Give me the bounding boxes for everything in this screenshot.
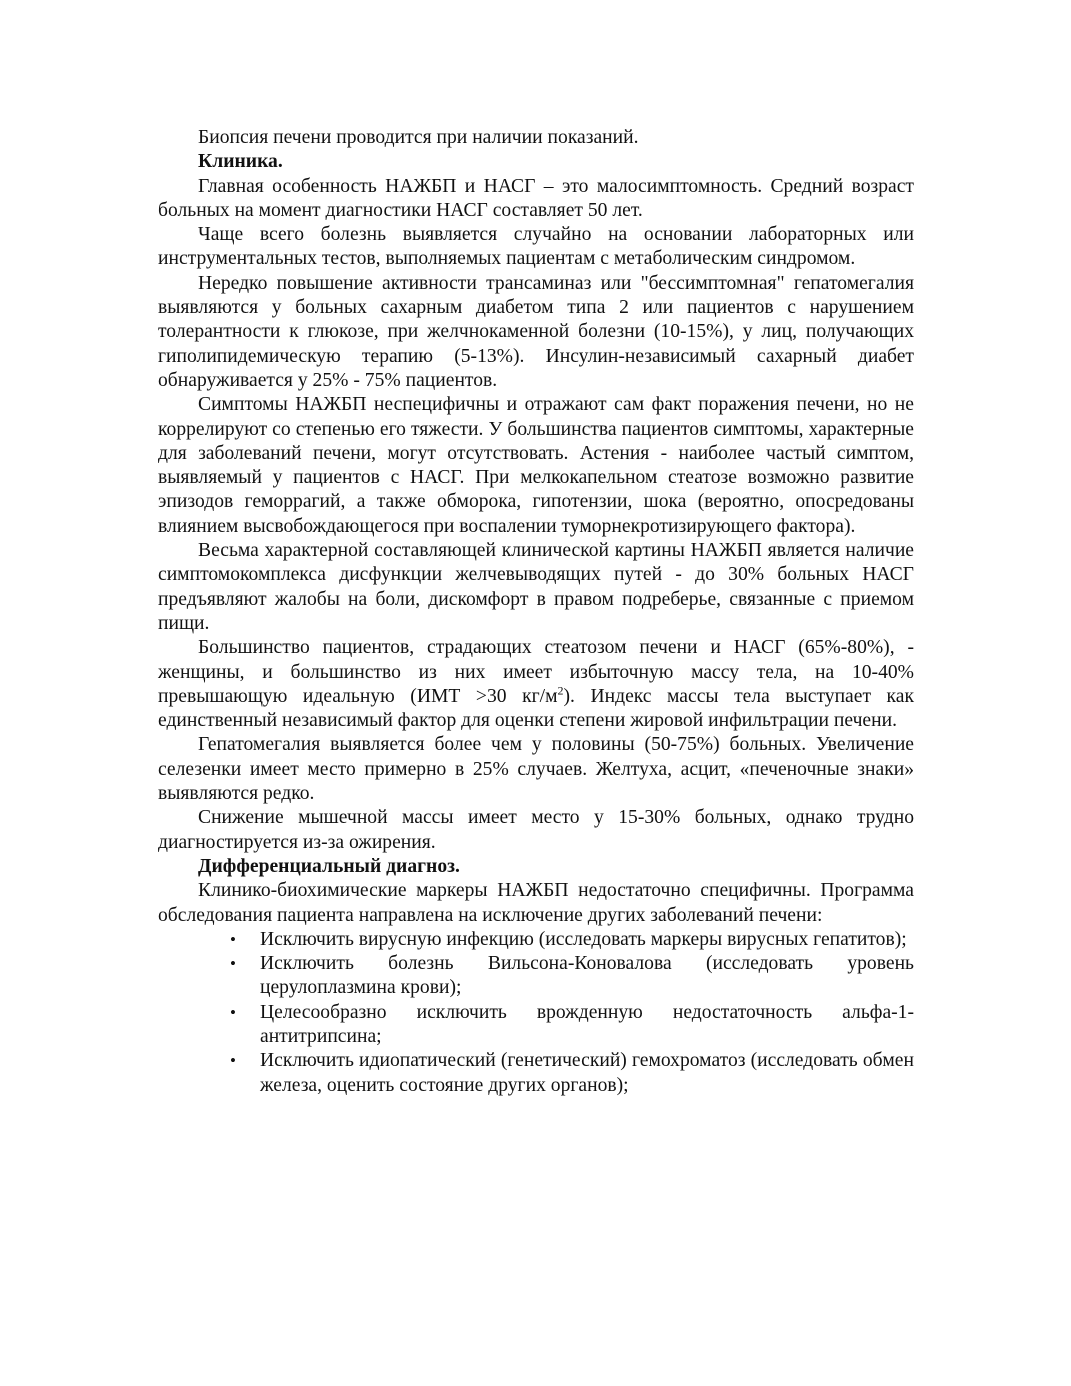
heading-differential-diagnosis: Дифференциальный диагноз.	[198, 855, 460, 877]
paragraph-2: Чаще всего болезнь выявляется случайно на основании лабораторных или инструментальных тестов, выполняемых пациентам с метаболическим синдромом.	[158, 224, 914, 270]
paragraph-8: Снижение мышечной массы имеет место у 15-30% больных, однако трудно диагностируется из-за ожирения.	[158, 807, 914, 853]
list-item	[230, 1001, 914, 1050]
bullet-icon: •	[230, 1051, 236, 1071]
heading-clinic: Клиника.	[198, 151, 283, 173]
list-item-text: Исключить болезнь Вильсона-Коновалова (исследовать уровень церулоплазмина крови);	[260, 953, 914, 999]
list-item-text: Исключить идиопатический (генетический) гемохроматоз (исследовать обмен железа, оценить состояние других органов);	[260, 1050, 914, 1096]
bullet-icon: •	[230, 954, 236, 974]
list-item-text: Целесообразно исключить врожденную недостаточность альфа-1-антитрипсина;	[260, 1001, 914, 1047]
paragraph-6-text-b: ). Индекс массы тела выступает как единственный независимый фактор для оценки степени жировой инфильтрации печени.	[158, 685, 914, 732]
list-item	[230, 952, 914, 1001]
exclusion-list	[158, 928, 914, 1098]
paragraph-4: Симптомы НАЖБП неспецифичны и отражают сам факт поражения печени, но не коррелируют со степенью его тяжести. У большинства пациентов симптомы, характерные для заболеваний печени, могут отсутствовать. Астения - наиболее частый симптом, выявляемый у пациентов с НАСГ. При мелкокапельном стеатозе возможно развитие эпизодов геморрагий, а также обморока, гипотензии, шока (вероятно, опосредованы влиянием высвобождающегося при воспалении туморнекротизирующего фактора).	[158, 394, 914, 537]
paragraph-6	[158, 636, 914, 733]
paragraph-biopsy: Биопсия печени проводится при наличии показаний.	[198, 127, 639, 148]
list-item	[230, 1049, 914, 1098]
list-item-text: Исключить вирусную инфекцию (исследовать маркеры вирусных гепатитов);	[260, 928, 907, 950]
paragraph-9: Клинико-биохимические маркеры НАЖБП недостаточно специфичны. Программа обследования пациента направлена на исключение других заболеваний печени:	[158, 880, 914, 926]
paragraph-3: Нередко повышение активности трансаминаз или "бессимптомная" гепатомегалия выявляются у больных сахарным диабетом типа 2 или пациентов с нарушением толерантности к глюкозе, при желчнокаменной болезни (10-15%), у лиц, получающих гиполипидемическую терапию (5-13%). Инсулин-независимый сахарный диабет обнаруживается у 25% - 75% пациентов.	[158, 272, 914, 391]
superscript-2: 2	[557, 683, 564, 698]
document-page	[158, 126, 914, 1098]
paragraph-6-text-a: Большинство пациентов, страдающих стеатозом печени и НАСГ (65%-80%), - женщины, и большинство из них имеет избыточную массу тела, на 10-40% превышающую идеальную (ИМТ >30 кг/м	[158, 637, 914, 707]
bullet-icon: •	[230, 1002, 236, 1022]
bullet-icon: •	[230, 929, 236, 949]
paragraph-1: Главная особенность НАЖБП и НАСГ – это малосимптомность. Средний возраст больных на момент диагностики НАСГ составляет 50 лет.	[158, 175, 914, 221]
paragraph-7: Гепатомегалия выявляется более чем у половины (50-75%) больных. Увеличение селезенки имеет место примерно в 25% случаев. Желтуха, асцит, «печеночные знаки» выявляются редко.	[158, 734, 914, 805]
list-item	[230, 928, 914, 952]
paragraph-5: Весьма характерной составляющей клинической картины НАЖБП является наличие симптомокомплекса дисфункции желчевыводящих путей - до 30% больных НАСГ предъявляют жалобы на боли, дискомфорт в правом подреберье, связанные с приемом пищи.	[158, 540, 914, 634]
